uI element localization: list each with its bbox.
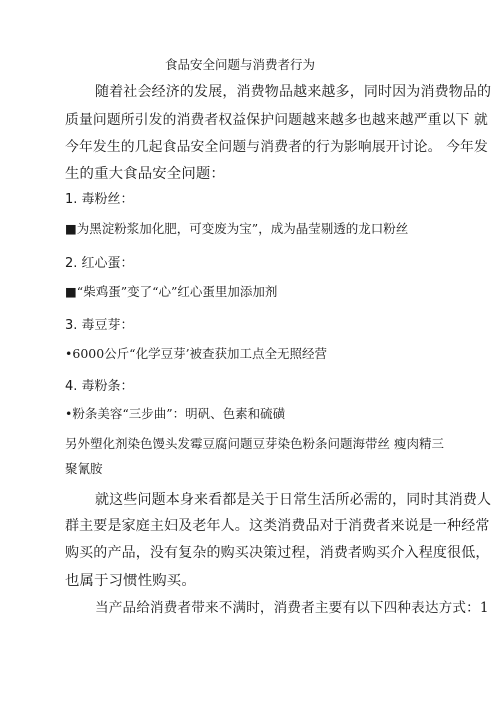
intro-line-3: 今年发生的几起食品安全问题与消费者的行为影响展开讨论。 今年发 — [65, 139, 488, 155]
issue-heading-3: 3. 毒豆芽： — [65, 318, 134, 333]
other-issues-line-1: 另外塑化剂染色馒头发霉豆腐问题豆芽染色粉条问题海带丝 瘦肉精三 — [65, 436, 444, 451]
other-issues-line-2: 聚氰胺 — [65, 461, 103, 476]
intro-line-4: 生的重大食品安全问题： — [65, 166, 225, 182]
issue-heading-4: 4. 毒粉条： — [65, 379, 134, 394]
document-title: 食品安全问题与消费者行为 — [165, 57, 316, 72]
intro-line-1: 随着社会经济的发展，消费物品越来越多，同时因为消费物品的 — [95, 84, 492, 100]
issue-detail-3: •6000公斤“化学豆芽’被查获加工点全无照经营 — [65, 346, 328, 361]
discussion-line-3: 购买的产品，没有复杂的购买决策过程，消费者购买介入程度很低， — [65, 545, 490, 561]
issue-detail-1: ■为黑淀粉浆加化肥，可变废为宝”，成为晶莹剔透的龙口粉丝 — [65, 221, 409, 236]
issue-detail-2: ■“柴鸡蛋”变了“心”红心蛋里加添加剂 — [65, 284, 278, 299]
discussion-line-1: 就这些问题本身来看都是关于日常生活所必需的，同时其消费人 — [95, 492, 492, 508]
intro-line-2: 质量问题所引发的消费者权益保护问题越来越多也越来越严重以下 就 — [65, 112, 488, 128]
issue-heading-2: 2. 红心蛋： — [65, 256, 134, 271]
discussion-line-4: 也属于习惯性购买。 — [65, 573, 196, 589]
complaint-line: 当产品给消费者带来不满时，消费者主要有以下四种表达方式：1 — [95, 600, 489, 616]
discussion-line-2: 群主要是家庭主妇及老年人。这类消费品对于消费者来说是一种经常 — [65, 518, 490, 534]
issue-detail-4: •粉条美容“三步曲”：明矾、色素和硫磺 — [65, 406, 286, 421]
issue-heading-1: 1. 毒粉丝： — [65, 192, 134, 207]
